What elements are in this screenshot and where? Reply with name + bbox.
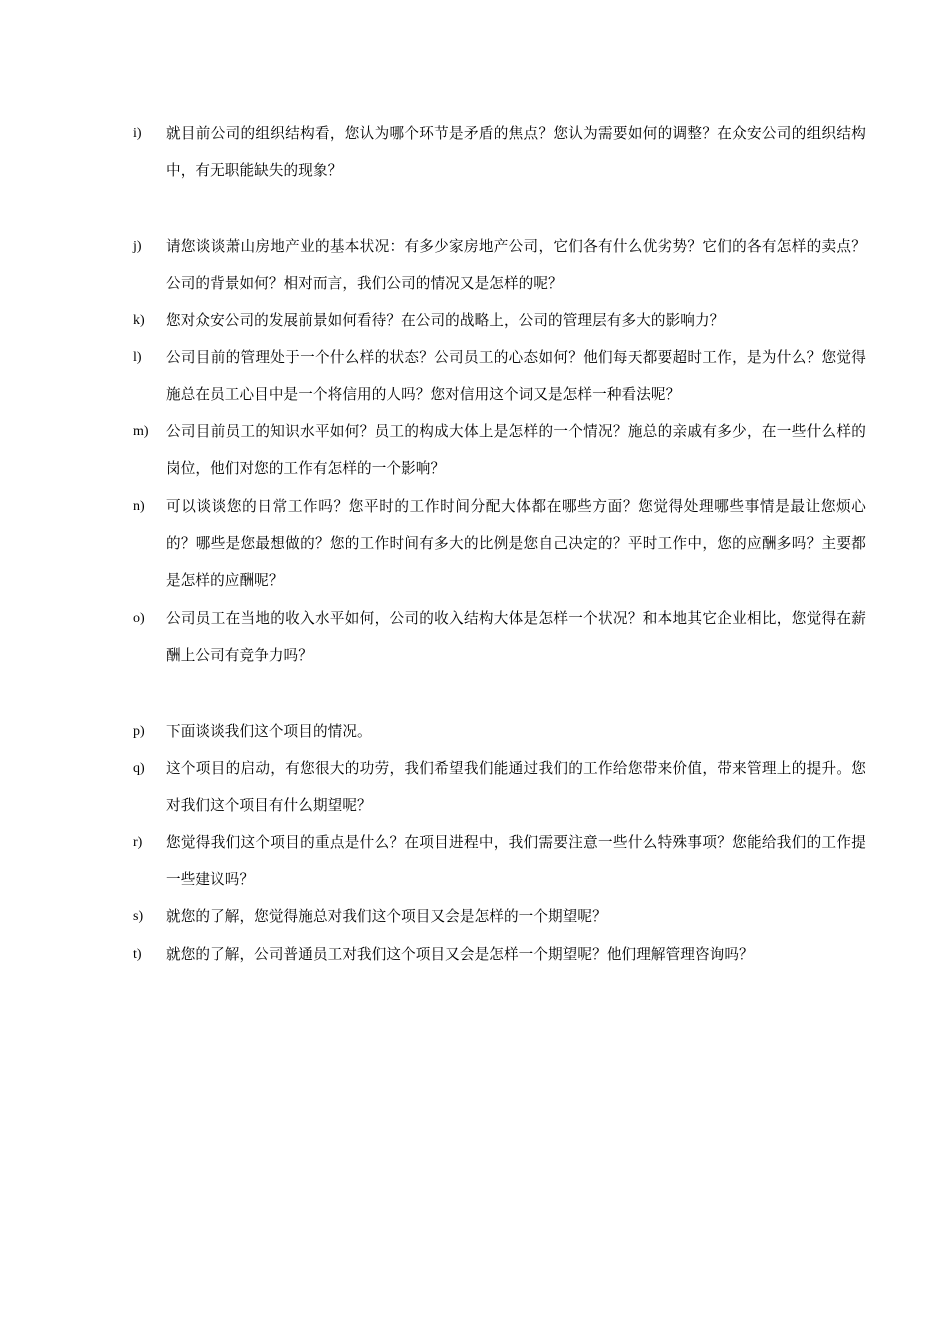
item-label: n) — [133, 499, 145, 514]
item-label: m) — [133, 424, 149, 439]
item-label: r) — [133, 835, 143, 850]
item-label: k) — [133, 313, 145, 328]
item-text: 这个项目的启动，有您很大的功劳，我们希望我们能通过我们的工作给您带来价值，带来管理上的提升。您对我们这个项目有什么期望呢？ — [166, 760, 866, 814]
item-label: l) — [133, 350, 142, 365]
item-text: 您觉得我们这个项目的重点是什么？在项目进程中，我们需要注意一些什么特殊事项？您能给我们的工作提一些建议吗？ — [166, 834, 866, 888]
item-text: 就您的了解，公司普通员工对我们这个项目又会是怎样一个期望呢？他们理解管理咨询吗？ — [166, 946, 754, 963]
item-label: j) — [133, 239, 142, 254]
item-text: 公司员工在当地的收入水平如何，公司的收入结构大体是怎样一个状况？和本地其它企业相比，您觉得在薪酬上公司有竞争力吗？ — [166, 610, 866, 664]
item-label: i) — [133, 126, 142, 141]
item-text: 下面谈谈我们这个项目的情况。 — [166, 723, 372, 740]
item-text: 您对众安公司的发展前景如何看待？在公司的战略上，公司的管理层有多大的影响力？ — [166, 312, 725, 329]
item-text: 请您谈谈萧山房地产业的基本状况：有多少家房地产公司，它们各有什么优劣势？它们的各有怎样的卖点？公司的背景如何？相对而言，我们公司的情况又是怎样的呢？ — [166, 238, 866, 292]
item-label: s) — [133, 909, 144, 924]
item-text: 公司目前员工的知识水平如何？员工的构成大体上是怎样的一个情况？施总的亲戚有多少，在一些什么样的岗位，他们对您的工作有怎样的一个影响？ — [166, 423, 866, 477]
item-text: 就目前公司的组织结构看，您认为哪个环节是矛盾的焦点？您认为需要如何的调整？在众安公司的组织结构中，有无职能缺失的现象？ — [166, 125, 866, 179]
item-text: 公司目前的管理处于一个什么样的状态？公司员工的心态如何？他们每天都要超时工作，是为什么？您觉得施总在员工心目中是一个将信用的人吗？您对信用这个词又是怎样一种看法呢？ — [166, 349, 866, 403]
item-text: 可以谈谈您的日常工作吗？您平时的工作时间分配大体都在哪些方面？您觉得处理哪些事情是最让您烦心的？哪些是您最想做的？您的工作时间有多大的比例是您自己决定的？平时工作中，您的应酬多吗？主要都是怎样的应酬呢？ — [166, 498, 866, 589]
item-label: p) — [133, 724, 145, 739]
item-label: t) — [133, 947, 142, 962]
item-label: q) — [133, 761, 145, 776]
item-text: 就您的了解，您觉得施总对我们这个项目又会是怎样的一个期望呢？ — [166, 908, 607, 925]
item-label: o) — [133, 611, 145, 626]
